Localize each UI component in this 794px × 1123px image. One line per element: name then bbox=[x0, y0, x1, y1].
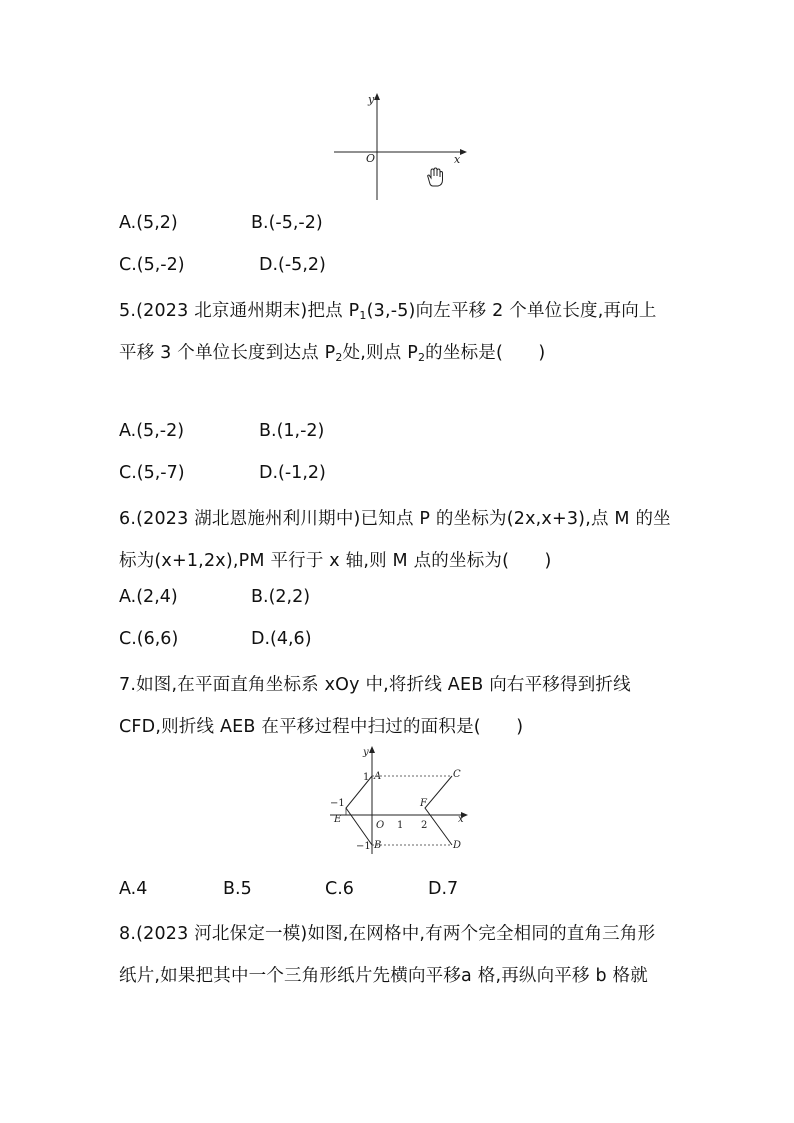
q5-option-c[interactable]: C.(5,-7) bbox=[119, 463, 185, 483]
q4-option-b[interactable]: B.(-5,-2) bbox=[251, 213, 323, 233]
q5-stem-line1: 5.(2023 北京通州期末)把点 $P_1(3,-5)$向左平移 2 个单位长度,再向上 bbox=[119, 301, 657, 322]
q7-option-b[interactable]: B.5 bbox=[223, 879, 252, 899]
point-c-label: C bbox=[453, 769, 461, 780]
q8-stem-line1: 8.(2023 河北保定一模)如图,在网格中,有两个完全相同的直角三角形 bbox=[119, 924, 656, 944]
tick-y-1: 1 bbox=[363, 772, 370, 783]
tick-x-neg1: −1 bbox=[330, 798, 345, 809]
point-e-label: E bbox=[334, 814, 342, 825]
origin-label: O bbox=[376, 820, 385, 831]
q7-option-d[interactable]: D.7 bbox=[428, 879, 459, 899]
hand-icon bbox=[428, 168, 443, 186]
q8-stem-line2: 纸片,如果把其中一个三角形纸片先横向平移a 格,再纵向平移 b 格就 bbox=[119, 966, 648, 986]
q7-stem-line1: 7.如图,在平面直角坐标系 xOy 中,将折线 AEB 向右平移得到折线 bbox=[119, 675, 631, 695]
x-axis-label: x bbox=[458, 814, 464, 825]
point-f-label: F bbox=[420, 798, 427, 809]
q5-option-b[interactable]: B.(1,-2) bbox=[259, 421, 325, 441]
q6-option-a[interactable]: A.(2,4) bbox=[119, 587, 178, 607]
point-b-label: B bbox=[374, 840, 382, 851]
q6-stem-line2: 标为(x+1,2x),PM 平行于 x 轴,则 M 点的坐标为( ) bbox=[119, 551, 552, 571]
q6-stem-line1: 6.(2023 湖北恩施州利川期中)已知点 P 的坐标为(2x,x+3),点 M 的坐 bbox=[119, 509, 671, 529]
q4-option-a[interactable]: A.(5,2) bbox=[119, 213, 178, 233]
q7-stem-line2: CFD,则折线 AEB 在平移过程中扫过的面积是( ) bbox=[119, 717, 524, 737]
tick-x-2: 2 bbox=[421, 820, 428, 831]
point-a-label: A bbox=[374, 771, 382, 782]
q4-option-c[interactable]: C.(5,-2) bbox=[119, 255, 185, 275]
q5-option-a[interactable]: A.(5,-2) bbox=[119, 421, 185, 441]
tick-y-neg1: −1 bbox=[356, 841, 371, 852]
tick-x-1: 1 bbox=[397, 820, 404, 831]
figure-axes-q4 bbox=[330, 92, 470, 202]
q6-option-d[interactable]: D.(4,6) bbox=[251, 629, 312, 649]
origin-label: O bbox=[366, 152, 376, 165]
q7-option-c[interactable]: C.6 bbox=[325, 879, 354, 899]
q7-option-a[interactable]: A.4 bbox=[119, 879, 148, 899]
q5-stem-line2: 平移 3 个单位长度到达点 $P_2$处,则点 $P_2$的坐标是( ) bbox=[119, 343, 546, 364]
q6-option-b[interactable]: B.(2,2) bbox=[251, 587, 311, 607]
y-axis-label: y bbox=[368, 93, 375, 106]
figure-polyline-q7 bbox=[327, 744, 477, 856]
x-axis-label: x bbox=[454, 153, 461, 166]
point-d-label: D bbox=[453, 840, 462, 851]
y-axis-label: y bbox=[363, 747, 369, 758]
q5-option-d[interactable]: D.(-1,2) bbox=[259, 463, 326, 483]
q4-option-d[interactable]: D.(-5,2) bbox=[259, 255, 326, 275]
q6-option-c[interactable]: C.(6,6) bbox=[119, 629, 179, 649]
